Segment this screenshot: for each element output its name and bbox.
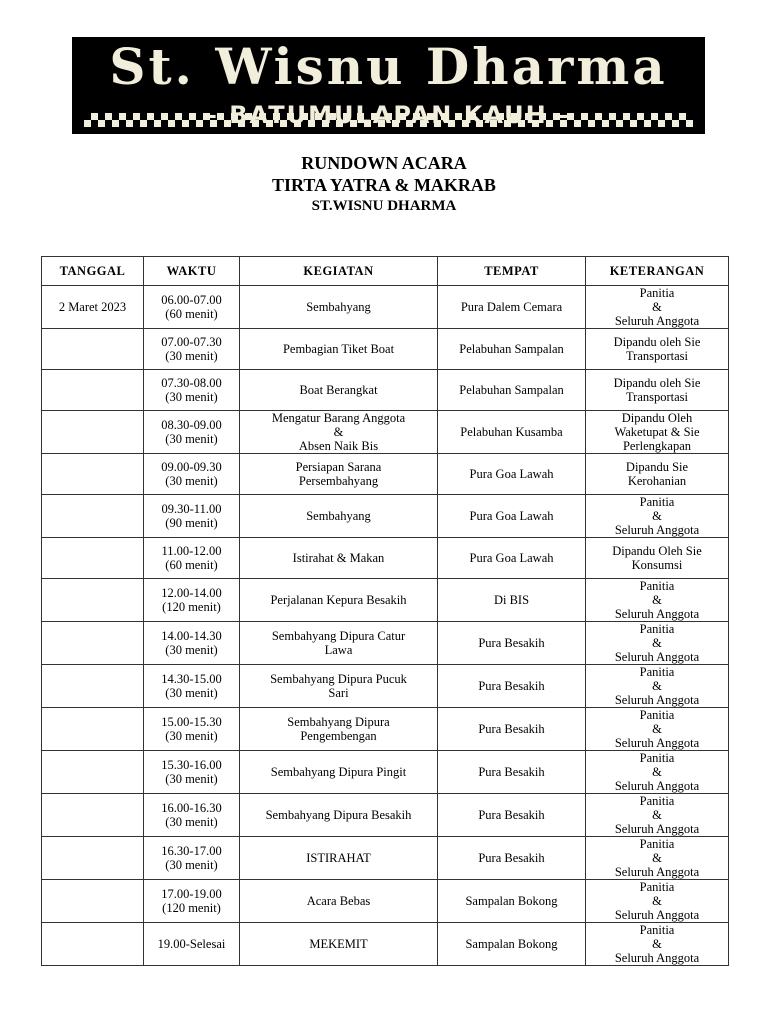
- cell-tempat: Pura Besakih: [438, 751, 586, 794]
- cell-keterangan: Panitia & Seluruh Anggota: [586, 495, 729, 538]
- table-row: [42, 837, 729, 880]
- cell-kegiatan: Sembahyang Dipura Pengembengan: [240, 708, 438, 751]
- header-keterangan: KETERANGAN: [586, 257, 729, 286]
- cell-tempat: Pura Besakih: [438, 622, 586, 665]
- cell-kegiatan: Sembahyang Dipura Besakih: [240, 794, 438, 837]
- cell-waktu: 11.00-12.00 (60 menit): [144, 538, 240, 579]
- table-row: [42, 708, 729, 751]
- cell-waktu: 14.30-15.00 (30 menit): [144, 665, 240, 708]
- table-row: [42, 329, 729, 370]
- header-tanggal: TANGGAL: [42, 257, 144, 286]
- cell-tanggal: [42, 708, 144, 751]
- header-waktu: WAKTU: [144, 257, 240, 286]
- cell-tanggal: [42, 579, 144, 622]
- cell-tempat: Pura Besakih: [438, 837, 586, 880]
- cell-keterangan: Panitia & Seluruh Anggota: [586, 880, 729, 923]
- cell-keterangan: Panitia & Seluruh Anggota: [586, 708, 729, 751]
- heading-line-1: RUNDOWN ACARA: [301, 153, 467, 173]
- cell-tempat: Pura Besakih: [438, 665, 586, 708]
- banner-title: St. Wisnu Dharma: [109, 37, 668, 96]
- cell-waktu: 09.30-11.00 (90 menit): [144, 495, 240, 538]
- table-row: [42, 286, 729, 329]
- cell-tanggal: [42, 411, 144, 454]
- cell-kegiatan: MEKEMIT: [240, 923, 438, 966]
- rundown-table: [41, 256, 729, 966]
- cell-waktu: 12.00-14.00 (120 menit): [144, 579, 240, 622]
- cell-kegiatan: Sembahyang Dipura Catur Lawa: [240, 622, 438, 665]
- cell-tempat: Pelabuhan Kusamba: [438, 411, 586, 454]
- cell-keterangan: Panitia & Seluruh Anggota: [586, 794, 729, 837]
- cell-kegiatan: Sembahyang: [240, 286, 438, 329]
- table-row: [42, 665, 729, 708]
- cell-tanggal: [42, 665, 144, 708]
- cell-keterangan: Panitia & Seluruh Anggota: [586, 751, 729, 794]
- cell-tempat: Pelabuhan Sampalan: [438, 329, 586, 370]
- cell-kegiatan: Mengatur Barang Anggota & Absen Naik Bis: [240, 411, 438, 454]
- cell-tanggal: [42, 837, 144, 880]
- table-row: [42, 454, 729, 495]
- cell-keterangan: Dipandu Oleh Waketupat & Sie Perlengkapan: [586, 411, 729, 454]
- cell-tanggal: [42, 880, 144, 923]
- cell-tempat: Di BIS: [438, 579, 586, 622]
- cell-tempat: Sampalan Bokong: [438, 923, 586, 966]
- cell-tempat: Sampalan Bokong: [438, 880, 586, 923]
- cell-keterangan: Panitia & Seluruh Anggota: [586, 622, 729, 665]
- table-header-row: [42, 257, 729, 286]
- table-row: [42, 923, 729, 966]
- cell-tempat: Pura Goa Lawah: [438, 454, 586, 495]
- table-row: [42, 622, 729, 665]
- cell-waktu: 09.00-09.30 (30 menit): [144, 454, 240, 495]
- banner-subtitle: – BATUMULAPAN KAUH –: [204, 101, 573, 129]
- cell-keterangan: Dipandu Oleh Sie Konsumsi: [586, 538, 729, 579]
- table-row: [42, 495, 729, 538]
- cell-waktu: 16.00-16.30 (30 menit): [144, 794, 240, 837]
- cell-kegiatan: Pembagian Tiket Boat: [240, 329, 438, 370]
- cell-keterangan: Panitia & Seluruh Anggota: [586, 286, 729, 329]
- cell-tanggal: [42, 454, 144, 495]
- table-row: [42, 411, 729, 454]
- cell-keterangan: Dipandu Sie Kerohanian: [586, 454, 729, 495]
- cell-waktu: 16.30-17.00 (30 menit): [144, 837, 240, 880]
- header-banner: [72, 37, 705, 134]
- table-row: [42, 579, 729, 622]
- cell-keterangan: Dipandu oleh Sie Transportasi: [586, 329, 729, 370]
- header-tempat: TEMPAT: [438, 257, 586, 286]
- cell-tanggal: [42, 794, 144, 837]
- cell-kegiatan: Sembahyang: [240, 495, 438, 538]
- cell-tanggal: [42, 923, 144, 966]
- cell-waktu: 17.00-19.00 (120 menit): [144, 880, 240, 923]
- cell-waktu: 06.00-07.00 (60 menit): [144, 286, 240, 329]
- cell-kegiatan: Acara Bebas: [240, 880, 438, 923]
- heading-line-2: TIRTA YATRA & MAKRAB: [272, 175, 496, 195]
- cell-kegiatan: Persiapan Sarana Persembahyang: [240, 454, 438, 495]
- cell-tanggal: [42, 622, 144, 665]
- table-row: [42, 794, 729, 837]
- cell-tempat: Pura Goa Lawah: [438, 495, 586, 538]
- table-row: [42, 880, 729, 923]
- heading-line-3: ST.WISNU DHARMA: [311, 198, 457, 214]
- table-row: [42, 370, 729, 411]
- cell-tanggal: [42, 751, 144, 794]
- document-heading: [0, 152, 768, 216]
- cell-tempat: Pura Goa Lawah: [438, 538, 586, 579]
- cell-waktu: 07.30-08.00 (30 menit): [144, 370, 240, 411]
- cell-waktu: 07.00-07.30 (30 menit): [144, 329, 240, 370]
- cell-tanggal: [42, 370, 144, 411]
- cell-tempat: Pura Dalem Cemara: [438, 286, 586, 329]
- cell-kegiatan: Sembahyang Dipura Pingit: [240, 751, 438, 794]
- cell-keterangan: Panitia & Seluruh Anggota: [586, 665, 729, 708]
- cell-tanggal: [42, 329, 144, 370]
- cell-waktu: 14.00-14.30 (30 menit): [144, 622, 240, 665]
- header-kegiatan: KEGIATAN: [240, 257, 438, 286]
- cell-tempat: Pura Besakih: [438, 708, 586, 751]
- table-row: [42, 538, 729, 579]
- cell-waktu: 08.30-09.00 (30 menit): [144, 411, 240, 454]
- cell-kegiatan: Perjalanan Kepura Besakih: [240, 579, 438, 622]
- cell-kegiatan: Sembahyang Dipura Pucuk Sari: [240, 665, 438, 708]
- table-body: [42, 286, 729, 966]
- cell-kegiatan: Istirahat & Makan: [240, 538, 438, 579]
- cell-keterangan: Dipandu oleh Sie Transportasi: [586, 370, 729, 411]
- cell-kegiatan: Boat Berangkat: [240, 370, 438, 411]
- cell-waktu: 15.30-16.00 (30 menit): [144, 751, 240, 794]
- cell-tanggal: [42, 538, 144, 579]
- cell-tanggal: 2 Maret 2023: [42, 286, 144, 329]
- cell-keterangan: Panitia & Seluruh Anggota: [586, 837, 729, 880]
- table-row: [42, 751, 729, 794]
- cell-kegiatan: ISTIRAHAT: [240, 837, 438, 880]
- cell-tempat: Pelabuhan Sampalan: [438, 370, 586, 411]
- cell-keterangan: Panitia & Seluruh Anggota: [586, 579, 729, 622]
- cell-tanggal: [42, 495, 144, 538]
- cell-waktu: 15.00-15.30 (30 menit): [144, 708, 240, 751]
- cell-keterangan: Panitia & Seluruh Anggota: [586, 923, 729, 966]
- cell-waktu: 19.00-Selesai: [144, 923, 240, 966]
- cell-tempat: Pura Besakih: [438, 794, 586, 837]
